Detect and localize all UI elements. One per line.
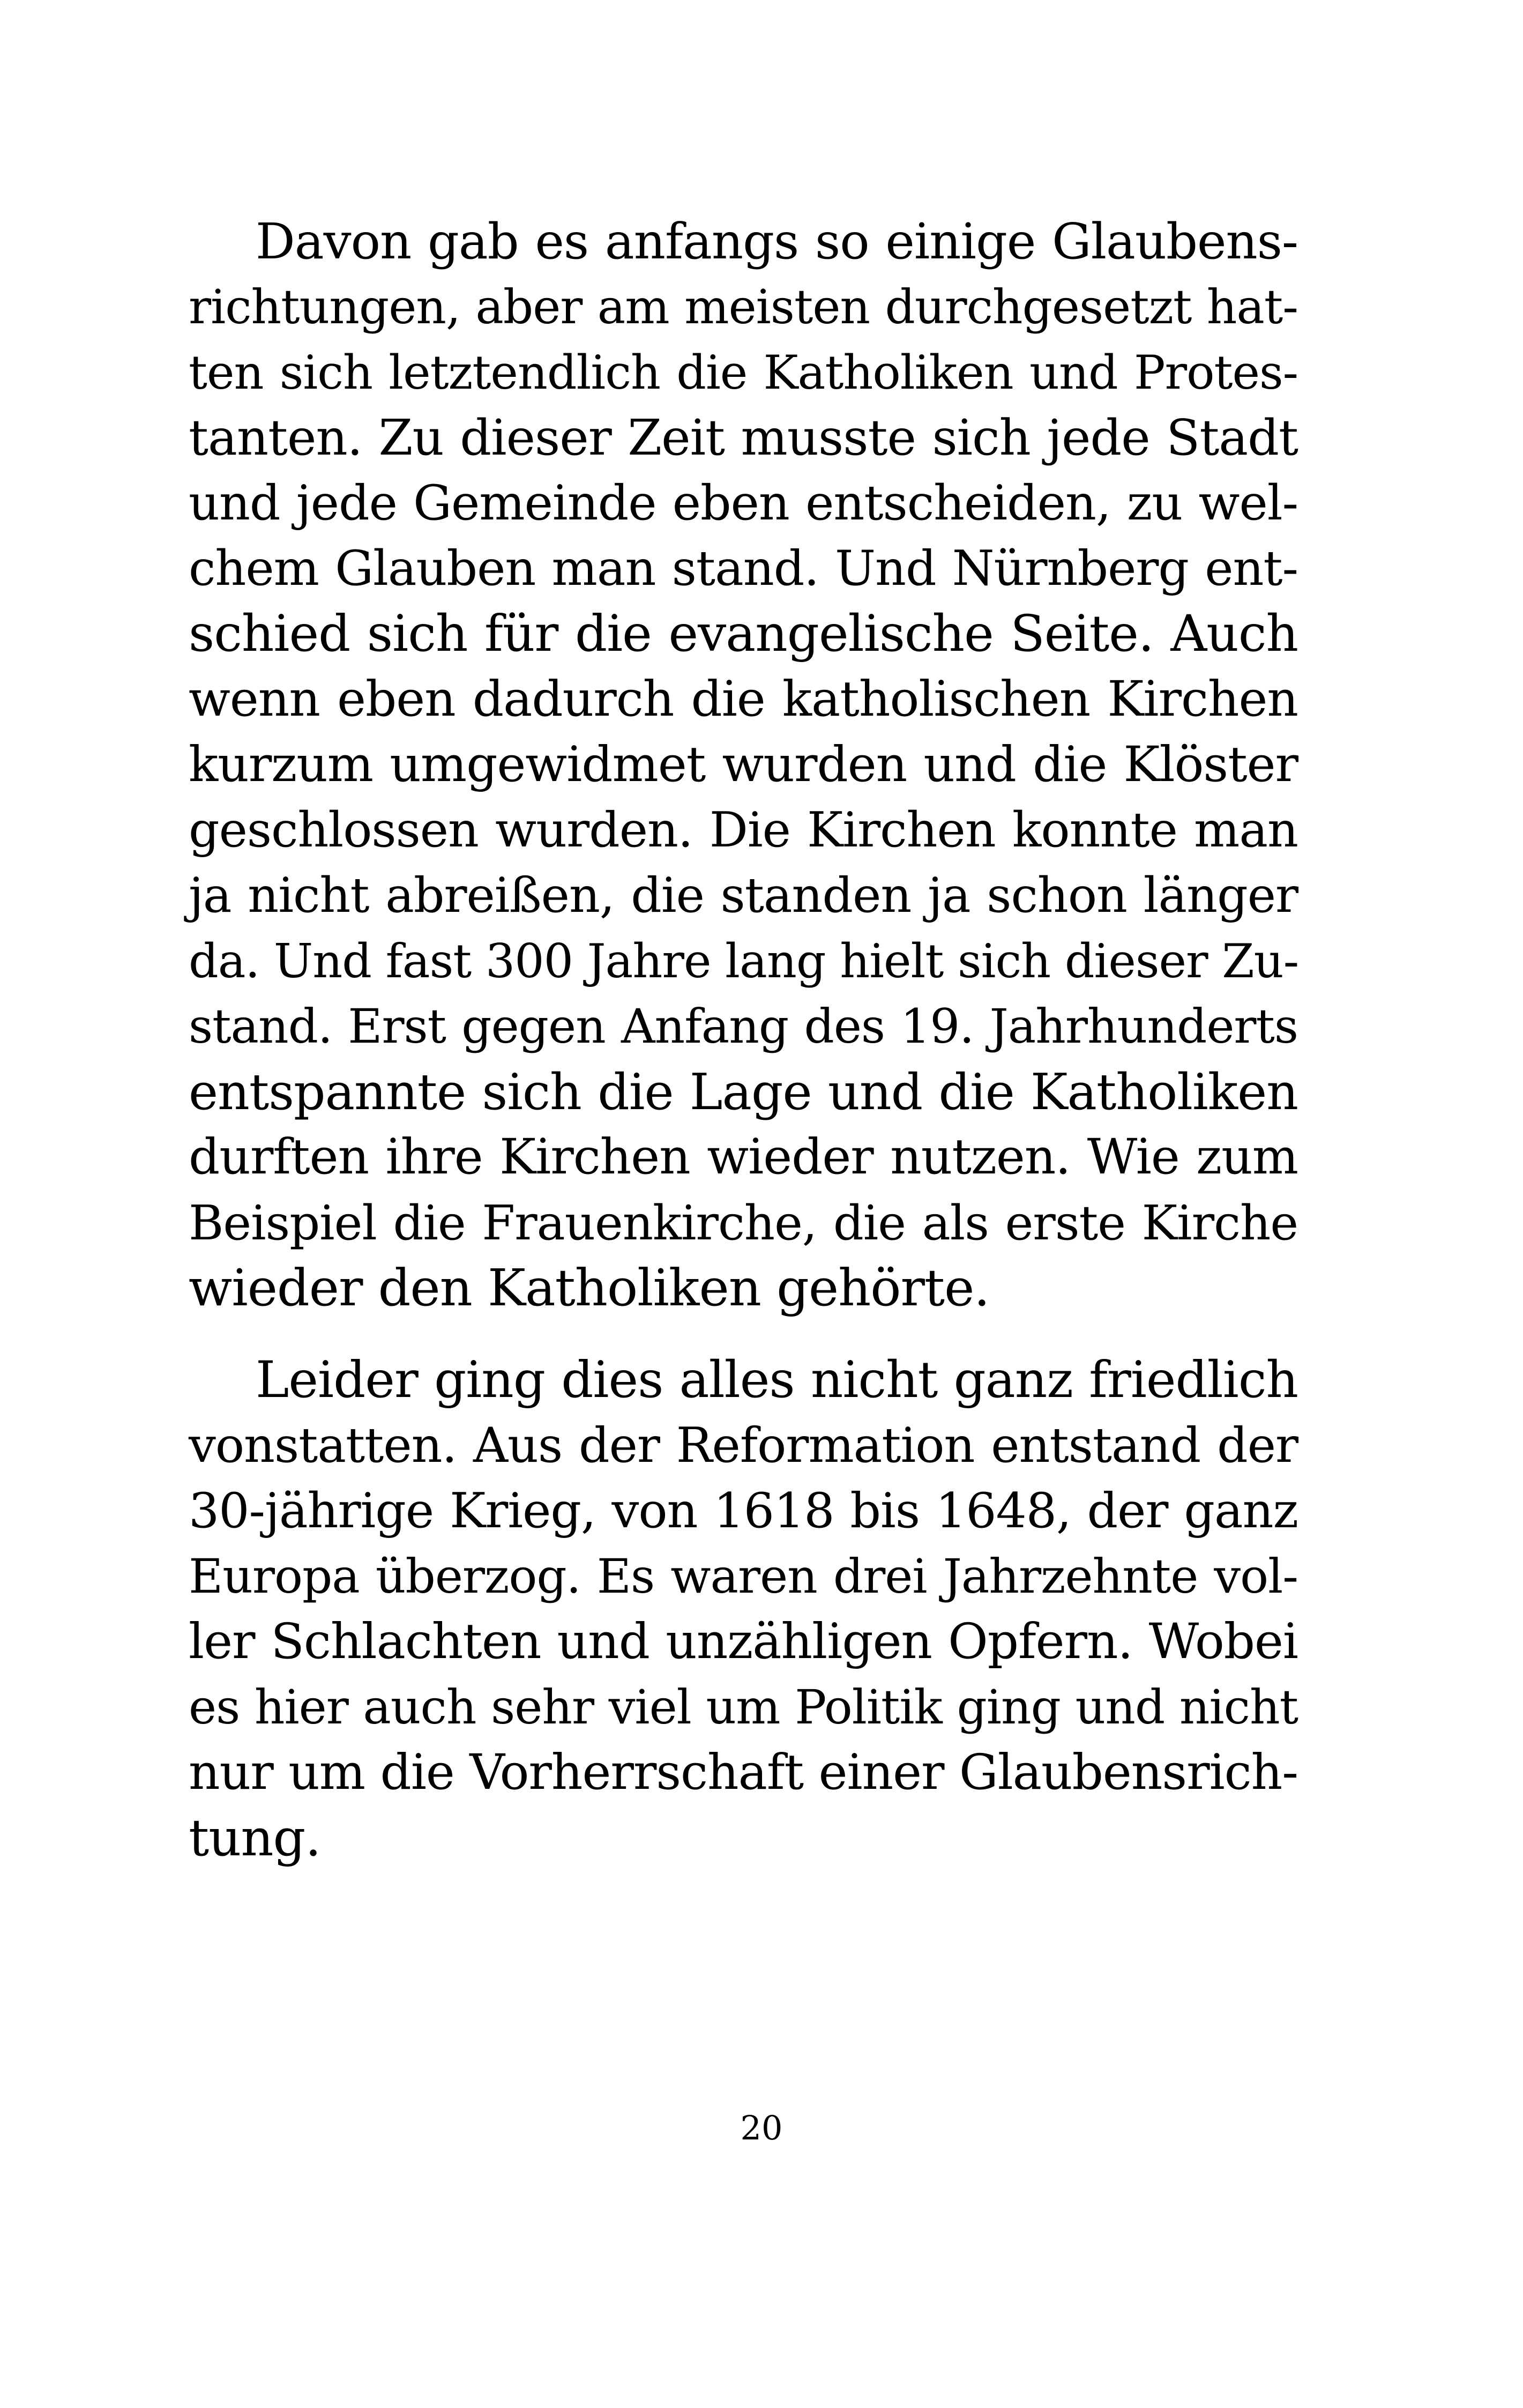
text-line: geschlossen wurden. Die Kirchen konnte man	[189, 802, 1298, 858]
page-number: 20	[740, 2108, 783, 2147]
text-line: durften ihre Kirchen wieder nutzen. Wie zum	[189, 1129, 1298, 1185]
text-line: richtungen, aber am meisten durchgesetzt hat-	[189, 279, 1298, 335]
text-line: da. Und fast 300 Jahre lang hielt sich dieser Zu-	[189, 934, 1299, 989]
text-line: Europa überzog. Es waren drei Jahrzehnte vol-	[189, 1549, 1298, 1604]
text-line: Beispiel die Frauenkirche, die als erste Kirche	[189, 1195, 1298, 1251]
text-line: 30-jährige Krieg, von 1618 bis 1648, der ganz	[189, 1483, 1298, 1539]
text-line: ler Schlachten und unzähligen Opfern. Wobei	[189, 1614, 1298, 1670]
paragraph-2	[189, 1348, 1298, 1871]
text-line: entspannte sich die Lage und die Katholiken	[189, 1063, 1298, 1121]
text-line: tanten. Zu dieser Zeit musste sich jede Stadt	[189, 409, 1298, 466]
text-line: Davon gab es anfangs so einige Glaubens-	[256, 213, 1298, 270]
text-line: stand. Erst gegen Anfang des 19. Jahrhunderts	[189, 999, 1298, 1054]
text-line: wenn eben dadurch die katholischen Kirchen	[189, 671, 1298, 727]
text-line: vonstatten. Aus der Reformation entstand der	[189, 1417, 1298, 1474]
text-line: Leider ging dies alles nicht ganz friedlich	[256, 1351, 1298, 1409]
text-line: und jede Gemeinde eben entscheiden, zu wel-	[189, 475, 1298, 531]
text-line: kurzum umgewidmet wurden und die Klöster	[189, 737, 1298, 793]
text-line: schied sich für die evangelische Seite. Auch	[189, 605, 1298, 663]
text-line: nur um die Vorherrschaft einer Glaubensrich-	[189, 1744, 1298, 1801]
body-text	[189, 209, 1298, 1871]
text-line: chem Glauben man stand. Und Nürnberg ent-	[189, 540, 1298, 597]
paragraph-1	[189, 209, 1298, 1321]
paragraph-gap	[189, 1321, 1298, 1348]
text-line: wieder den Katholiken gehörte.	[189, 1259, 990, 1318]
text-line: tung.	[189, 1809, 321, 1868]
text-line: ten sich letztendlich die Katholiken und Protes-	[189, 345, 1298, 400]
text-line: es hier auch sehr viel um Politik ging und nicht	[189, 1679, 1298, 1735]
text-line: ja nicht abreißen, die standen ja schon länger	[189, 867, 1298, 924]
